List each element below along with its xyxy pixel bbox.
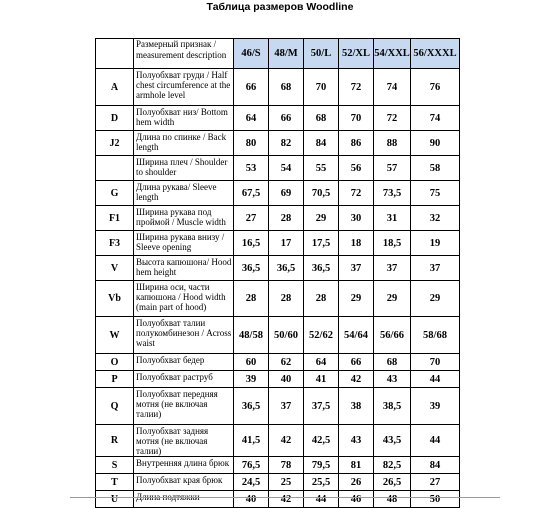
size-value-cell: 25,5 [304,474,339,491]
size-value-cell: 16,5 [234,231,269,256]
table-row [96,457,460,474]
size-value-cell: 66 [339,354,374,371]
size-value-cell: 67,5 [234,181,269,206]
size-value-cell: 50 [411,491,460,508]
table-row [96,491,460,508]
measurement-code: A [96,69,134,106]
table-row [96,181,460,206]
size-value-cell: 66 [234,69,269,106]
measurement-code: S [96,457,134,474]
size-value-cell: 81 [339,457,374,474]
size-value-cell: 74 [411,106,460,131]
table-row [96,69,460,106]
size-value-cell: 37 [269,388,304,425]
measurement-description: Полуобхват бедер [134,354,234,371]
table-row [96,371,460,388]
table-row [96,354,460,371]
size-value-cell: 72 [339,181,374,206]
table-row [96,256,460,281]
table-row [96,281,460,317]
size-value-cell: 38,5 [374,388,411,425]
size-value-cell: 48 [374,491,411,508]
size-value-cell: 79,5 [304,457,339,474]
measurement-code: D [96,106,134,131]
size-value-cell: 68 [374,354,411,371]
size-value-cell: 56/66 [374,317,411,354]
size-value-cell: 17,5 [304,231,339,256]
measurement-description: Высота капюшона/ Hood hem height [134,256,234,281]
size-value-cell: 43 [374,371,411,388]
size-header-50: 50/L [304,39,339,69]
size-value-cell: 40 [269,371,304,388]
size-value-cell: 88 [374,131,411,156]
table-row [96,317,460,354]
size-value-cell: 44 [411,425,460,457]
measurement-description: Ширина оси, части капюшона / Hood width (main part of hood) [134,281,234,317]
measurement-code: J2 [96,131,134,156]
size-value-cell: 19 [411,231,460,256]
size-value-cell: 42 [339,371,374,388]
size-value-cell: 37 [374,256,411,281]
measurement-code: U [96,491,134,508]
size-value-cell: 27 [411,474,460,491]
size-value-cell: 70,5 [304,181,339,206]
measurement-code [96,156,134,181]
size-value-cell: 28 [269,206,304,231]
size-header-52: 52/XL [339,39,374,69]
measurement-description: Полуобхват раструб [134,371,234,388]
size-header-48: 48/M [269,39,304,69]
size-value-cell: 41 [304,371,339,388]
size-value-cell: 86 [339,131,374,156]
size-value-cell: 40 [234,491,269,508]
measurement-code: W [96,317,134,354]
measurement-description: Полуобхват края брюк [134,474,234,491]
size-value-cell: 57 [374,156,411,181]
size-value-cell: 52/62 [304,317,339,354]
size-value-cell: 38 [339,388,374,425]
size-value-cell: 41,5 [234,425,269,457]
size-value-cell: 36,5 [304,256,339,281]
measurement-description: Ширина плеч / Shoulder to shoulder [134,156,234,181]
size-value-cell: 39 [234,371,269,388]
size-value-cell: 29 [411,281,460,317]
measurement-code: F1 [96,206,134,231]
measurement-code: F3 [96,231,134,256]
size-value-cell: 78 [269,457,304,474]
size-value-cell: 28 [234,281,269,317]
size-value-cell: 43,5 [374,425,411,457]
size-value-cell: 76 [411,69,460,106]
size-value-cell: 27 [234,206,269,231]
header-description: Размерный признак / measurement description [134,39,234,69]
size-value-cell: 68 [269,69,304,106]
measurement-description: Полуобхват груди / Half chest circumference at the armhole level [134,69,234,106]
table-row [96,425,460,457]
size-value-cell: 73,5 [374,181,411,206]
table-row [96,474,460,491]
size-value-cell: 84 [411,457,460,474]
size-value-cell: 43 [339,425,374,457]
table-body [96,69,460,508]
size-value-cell: 28 [269,281,304,317]
size-value-cell: 64 [234,106,269,131]
measurement-code: V [96,256,134,281]
size-header-56: 56/XXXL [411,39,460,69]
size-value-cell: 26,5 [374,474,411,491]
size-value-cell: 44 [304,491,339,508]
size-value-cell: 39 [411,388,460,425]
size-chart-table [95,38,460,508]
size-value-cell: 70 [339,106,374,131]
size-value-cell: 53 [234,156,269,181]
size-value-cell: 29 [339,281,374,317]
size-value-cell: 29 [304,206,339,231]
measurement-code: Vb [96,281,134,317]
measurement-code: G [96,181,134,206]
measurement-code: O [96,354,134,371]
size-value-cell: 48/58 [234,317,269,354]
table-row [96,106,460,131]
size-value-cell: 42,5 [304,425,339,457]
table-row [96,231,460,256]
size-value-cell: 82 [269,131,304,156]
measurement-description: Внутренняя длина брюк [134,457,234,474]
measurement-code: Q [96,388,134,425]
size-value-cell: 66 [269,106,304,131]
size-value-cell: 58/68 [411,317,460,354]
size-value-cell: 36,5 [234,256,269,281]
size-value-cell: 62 [269,354,304,371]
size-value-cell: 31 [374,206,411,231]
size-value-cell: 44 [411,371,460,388]
size-value-cell: 70 [411,354,460,371]
measurement-code: R [96,425,134,457]
size-value-cell: 76,5 [234,457,269,474]
size-value-cell: 24,5 [234,474,269,491]
size-value-cell: 69 [269,181,304,206]
size-value-cell: 70 [304,69,339,106]
size-value-cell: 29 [374,281,411,317]
size-value-cell: 72 [374,106,411,131]
measurement-code: T [96,474,134,491]
measurement-description: Ширина рукава внизу / Sleeve opening [134,231,234,256]
measurement-description: Ширина рукава под проймой / Muscle width [134,206,234,231]
size-value-cell: 28 [304,281,339,317]
size-value-cell: 54 [269,156,304,181]
measurement-description: Полуобхват низ/ Bottom hem width [134,106,234,131]
page-title: Таблица размеров Woodline [206,1,354,13]
size-header-46: 46/S [234,39,269,69]
size-value-cell: 90 [411,131,460,156]
size-value-cell: 37 [339,256,374,281]
size-value-cell: 17 [269,231,304,256]
size-value-cell: 72 [339,69,374,106]
bottom-divider [70,497,500,498]
size-value-cell: 37 [411,256,460,281]
size-value-cell: 60 [234,354,269,371]
table-row [96,156,460,181]
table-row [96,206,460,231]
size-header-54: 54/XXL [374,39,411,69]
size-value-cell: 42 [269,491,304,508]
measurement-description: Длина по спинке / Back length [134,131,234,156]
size-value-cell: 18,5 [374,231,411,256]
size-value-cell: 30 [339,206,374,231]
size-value-cell: 46 [339,491,374,508]
table-row [96,388,460,425]
measurement-code: P [96,371,134,388]
table-header-row [96,39,460,69]
size-value-cell: 68 [304,106,339,131]
size-value-cell: 37,5 [304,388,339,425]
measurement-description: Длина рукава/ Sleeve length [134,181,234,206]
size-value-cell: 25 [269,474,304,491]
size-value-cell: 58 [411,156,460,181]
measurement-description: Полуобхват задняя мотня (не включая талии) [134,425,234,457]
size-value-cell: 80 [234,131,269,156]
header-code-cell [96,39,134,69]
size-value-cell: 36,5 [234,388,269,425]
size-value-cell: 75 [411,181,460,206]
size-value-cell: 64 [304,354,339,371]
size-value-cell: 82,5 [374,457,411,474]
table-row [96,131,460,156]
size-value-cell: 54/64 [339,317,374,354]
measurement-description: Полуобхват передняя мотня (не включая талии) [134,388,234,425]
size-value-cell: 42 [269,425,304,457]
size-value-cell: 84 [304,131,339,156]
size-value-cell: 18 [339,231,374,256]
size-value-cell: 50/60 [269,317,304,354]
size-value-cell: 74 [374,69,411,106]
size-value-cell: 26 [339,474,374,491]
size-value-cell: 32 [411,206,460,231]
size-value-cell: 56 [339,156,374,181]
size-value-cell: 36,5 [269,256,304,281]
measurement-description: Длина подтяжки [134,491,234,508]
size-value-cell: 55 [304,156,339,181]
measurement-description: Полуобхват талии полукомбинезон / Across waist [134,317,234,354]
